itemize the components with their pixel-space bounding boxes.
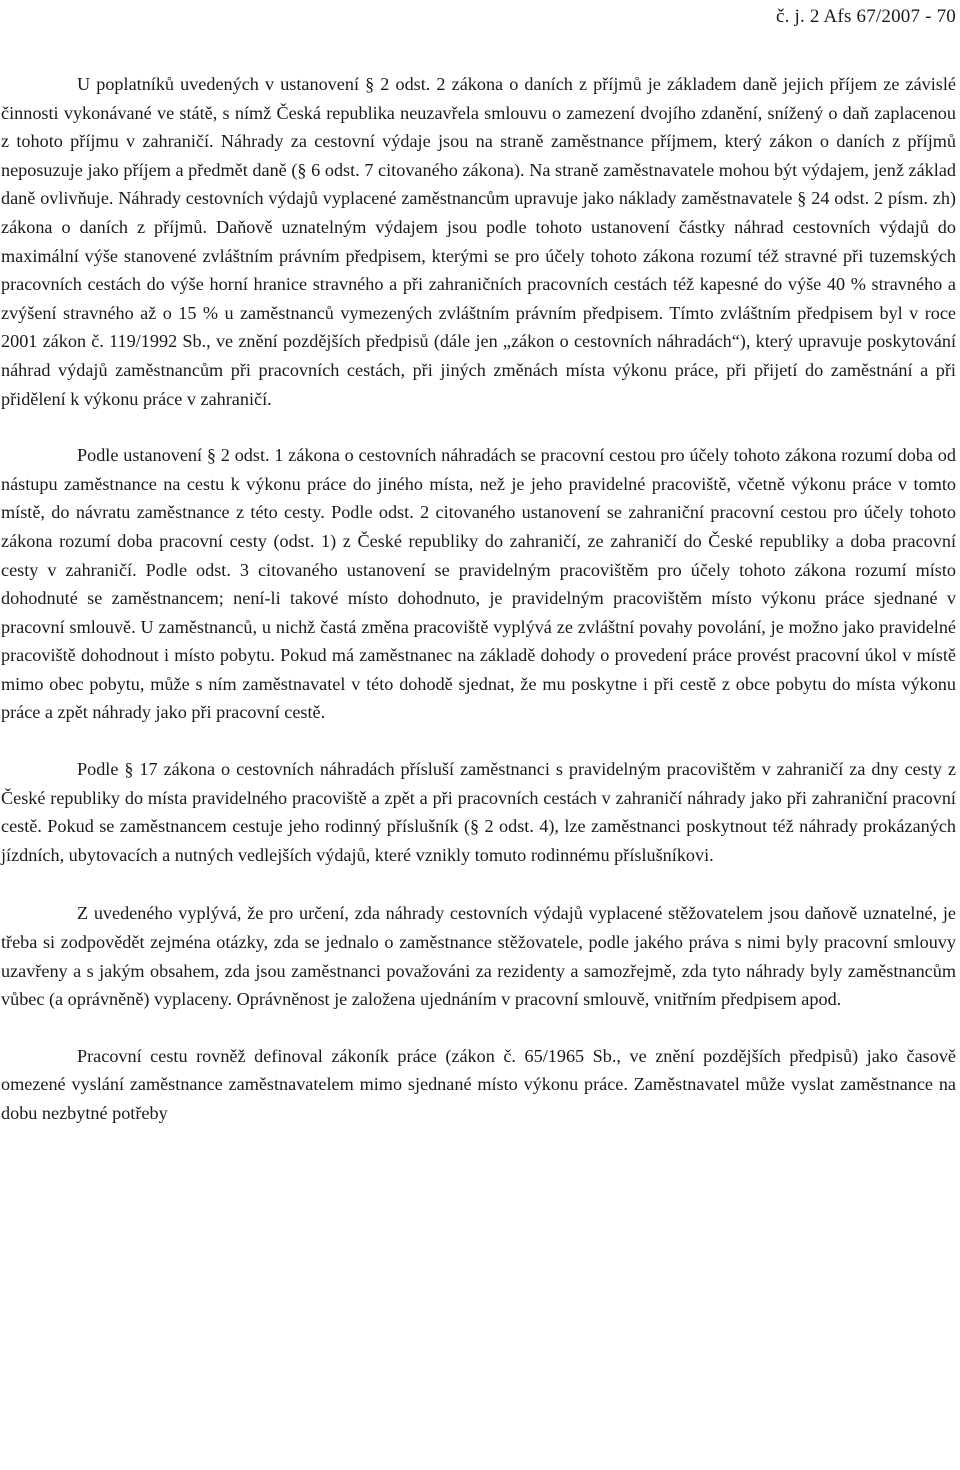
case-reference: č. j. 2 Afs 67/2007 - 70	[775, 6, 956, 27]
document-body	[1, 70, 956, 1128]
paragraph-taxpayers: U poplatníků uvedených v ustanovení § 2 odst. 2 zákona o daních z příjmů je základem daně jejich příjem ze závislé činnosti vykonávané ve státě, s nímž Česká republika neuzavřela smlouvu o zamezení dvojího zdanění, snížený o daň zaplacenou z tohoto příjmu v zahraničí. Náhrady za cestovní výdaje jsou na straně zaměstnance příjmem, který zákon o daních z příjmů neposuzuje jako příjem a předmět daně (§ 6 odst. 7 citovaného zákona). Na straně zaměstnavatele mohou být výdajem, jenž základ daně ovlivňuje. Náhrady cestovních výdajů vyplacené zaměstnancům upravuje jako náklady zaměstnavatele § 24 odst. 2 písm. zh) zákona o daních z příjmů. Daňově uznatelným výdajem jsou podle tohoto ustanovení částky náhrad cestovních výdajů do maximální výše stanovené zvláštním právním předpisem, kterými se pro účely tohoto zákona rozumí též stravné při tuzemských pracovních cestách do výše horní hranice stravného a při zahraničních pracovních cestách též kapesné do výše 40 % stravného a zvýšení stravného až o 15 % u zaměstnanců vymezených zvláštním právním předpisem. Tímto zvláštním předpisem byl v roce 2001 zákon č. 119/1992 Sb., ve znění pozdějších předpisů (dále jen „zákon o cestovních náhradách“), který upravuje poskytování náhrad výdajů zaměstnancům při pracovních cestách, při jiných změnách místa výkonu práce, při přijetí do zaměstnání a při přidělení k výkonu práce v zahraničí.	[1, 74, 956, 409]
paragraph-conclusion: Z uvedeného vyplývá, že pro určení, zda náhrady cestovních výdajů vyplacené stěžovatelem jsou daňově uznatelné, je třeba si zodpovědět zejména otázky, zda se jednalo o zaměstnance stěžovatele, podle jakého práva s nimi byly pracovní smlouvy uzavřeny a s jakým obsahem, zda jsou zaměstnanci považováni za rezidenty a samozřejmě, zda tyto náhrady byly zaměstnancům vůbec (a oprávněně) vyplaceny. Oprávněnost je založena ujednáním v pracovní smlouvě, vnitřním předpisem apod.	[1, 903, 956, 1010]
paragraph-labour-code: Pracovní cestu rovněž definoval zákoník práce (zákon č. 65/1965 Sb., ve znění pozdějších předpisů) jako časově omezené vyslání zaměstnance zaměstnavatelem mimo sjednané místo výkonu práce. Zaměstnavatel může vyslat zaměstnance na dobu nezbytné potřeby	[1, 1045, 956, 1123]
paragraph-business-trip-definition: Podle ustanovení § 2 odst. 1 zákona o cestovních náhradách se pracovní cestou pro účely tohoto zákona rozumí doba od nástupu zaměstnance na cestu k výkonu práce do jiného místa, než je jeho pravidelné pracoviště, včetně výkonu práce v tomto místě, do návratu zaměstnance z této cesty. Podle odst. 2 citovaného ustanovení se zahraniční pracovní cestou pro účely tohoto zákona rozumí doba pracovní cesty (odst. 1) z České republiky do zahraničí, ze zahraničí do České republiky a doba pracovní cesty v zahraničí. Podle odst. 3 citovaného ustanovení se pravidelným pracovištěm pro účely tohoto zákona rozumí místo dohodnuté se zaměstnancem; není-li takové místo dohodnuto, je pravidelným pracovištěm místo výkonu práce sjednané v pracovní smlouvě. U zaměstnanců, u nichž častá změna pracoviště vyplývá ze zvláštní povahy povolání, je možno jako pravidelné pracoviště dohodnout i místo pobytu. Pokud má zaměstnanec na základě dohody o provedení práce provést pracovní úkol v místě mimo obec pobytu, může s ním zaměstnavatel v této dohodě sjednat, že mu poskytne i při cestě z obce pobytu do místa výkonu práce a zpět náhrady jako při pracovní cestě.	[1, 445, 956, 723]
paragraph-section-17: Podle § 17 zákona o cestovních náhradách přísluší zaměstnanci s pravidelným pracovištěm v zahraničí za dny cesty z České republiky do místa pravidelného pracoviště a zpět a při pracovních cestách v zahraničí náhrady jako při zahraniční pracovní cestě. Pokud se zaměstnancem cestuje jeho rodinný příslušník (§ 2 odst. 4), lze zaměstnanci poskytnout též náhrady prokázaných jízdních, ubytovacích a nutných vedlejších výdajů, které vznikly tomuto rodinnému příslušníkovi.	[1, 759, 956, 865]
